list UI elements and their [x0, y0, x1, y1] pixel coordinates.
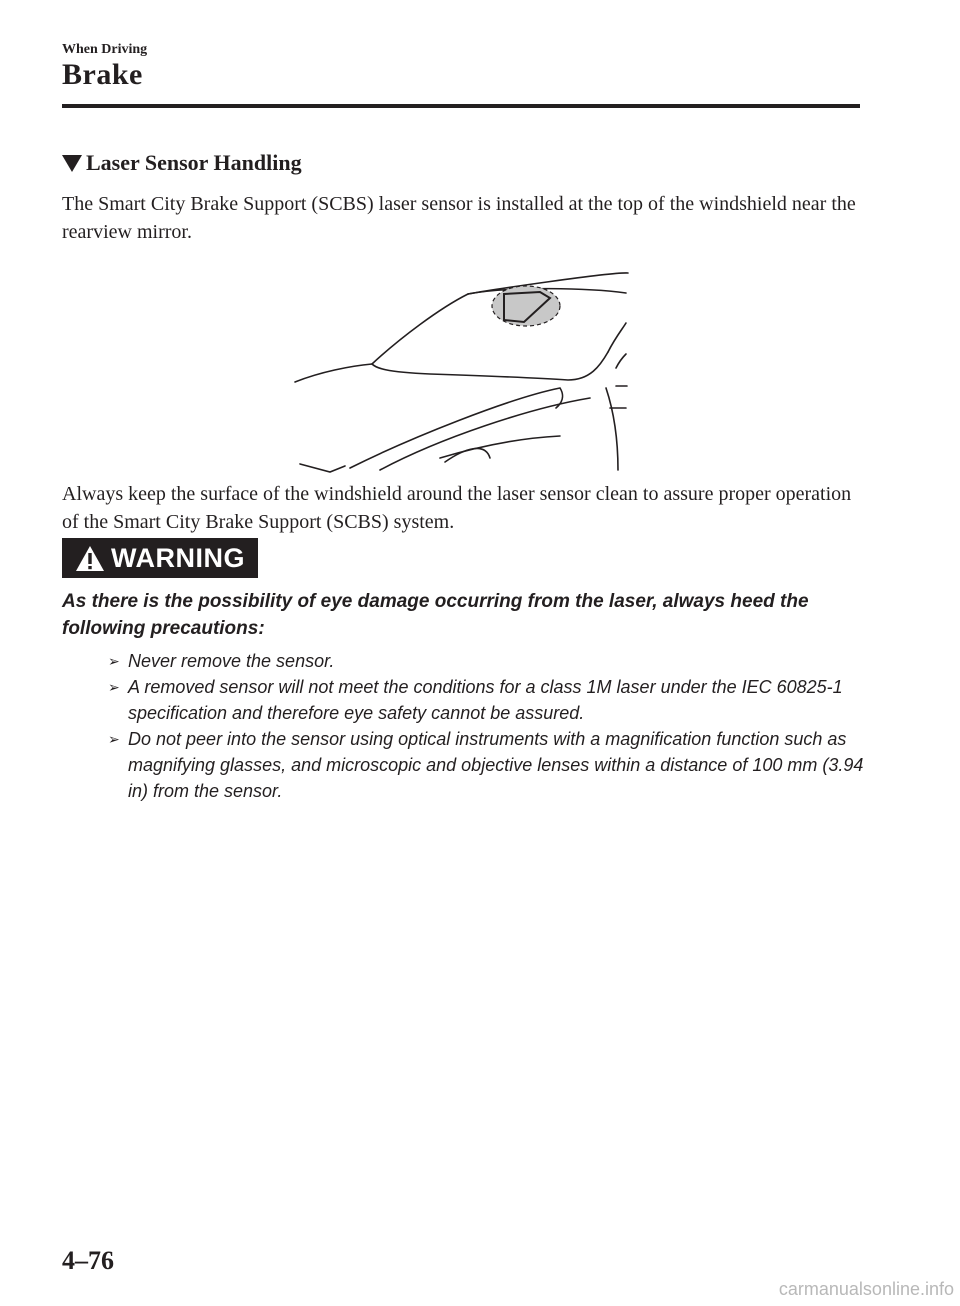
list-item: [108, 674, 868, 726]
intro-paragraph: The Smart City Brake Support (SCBS) laser sensor is installed at the top of the windshield near the rearview mirror.: [62, 193, 856, 243]
page-number: 4–76: [62, 1246, 114, 1275]
hood-line: [295, 364, 372, 382]
bullet-arrow-icon: ➢: [108, 653, 120, 669]
bullet-arrow-icon: ➢: [108, 731, 120, 747]
header-rule: [62, 104, 860, 108]
right-frame-line: [606, 388, 618, 470]
precaution-list: [108, 648, 868, 804]
warning-label: WARNING: [111, 542, 245, 573]
cowl-line: [372, 352, 608, 380]
warning-intro: As there is the possibility of eye damage occurring from the laser, always heed the following precautions:: [62, 591, 809, 639]
right-pillar-line: [608, 323, 626, 352]
a-pillar-line: [372, 294, 468, 364]
section-title: Brake: [62, 58, 143, 91]
cleaning-paragraph: Always keep the surface of the windshield around the laser sensor clean to assure proper operation of the Smart City Brake Support (SCBS) system.: [62, 483, 852, 533]
section-label: When Driving: [62, 42, 148, 57]
list-item: [108, 726, 868, 804]
warning-icon: [75, 545, 105, 572]
list-item-text: Do not peer into the sensor using optical instruments with a magnification function such as magnifying glasses, and microscopic and objective lenses within a distance of 100 mm (3.94 in) from the sensor.: [128, 729, 864, 801]
right-door-line-1: [616, 354, 626, 368]
topic-title: Laser Sensor Handling: [86, 150, 302, 175]
floor-line: [300, 464, 345, 472]
triangle-down-icon: [62, 155, 82, 172]
list-item-text: A removed sensor will not meet the conditions for a class 1M laser under the IEC 60825-1 specification and therefore eye safety cannot be assured.: [128, 677, 843, 723]
topic-heading: [62, 150, 302, 176]
list-item-text: Never remove the sensor.: [128, 651, 335, 671]
dash-line-2: [380, 398, 590, 470]
watermark: carmanualsonline.info: [778, 1279, 954, 1299]
list-item: [108, 648, 868, 674]
warning-badge: [62, 538, 258, 578]
dash-line-1: [350, 388, 563, 468]
windshield-sensor-illustration: [290, 268, 635, 476]
bullet-arrow-icon: ➢: [108, 679, 120, 695]
